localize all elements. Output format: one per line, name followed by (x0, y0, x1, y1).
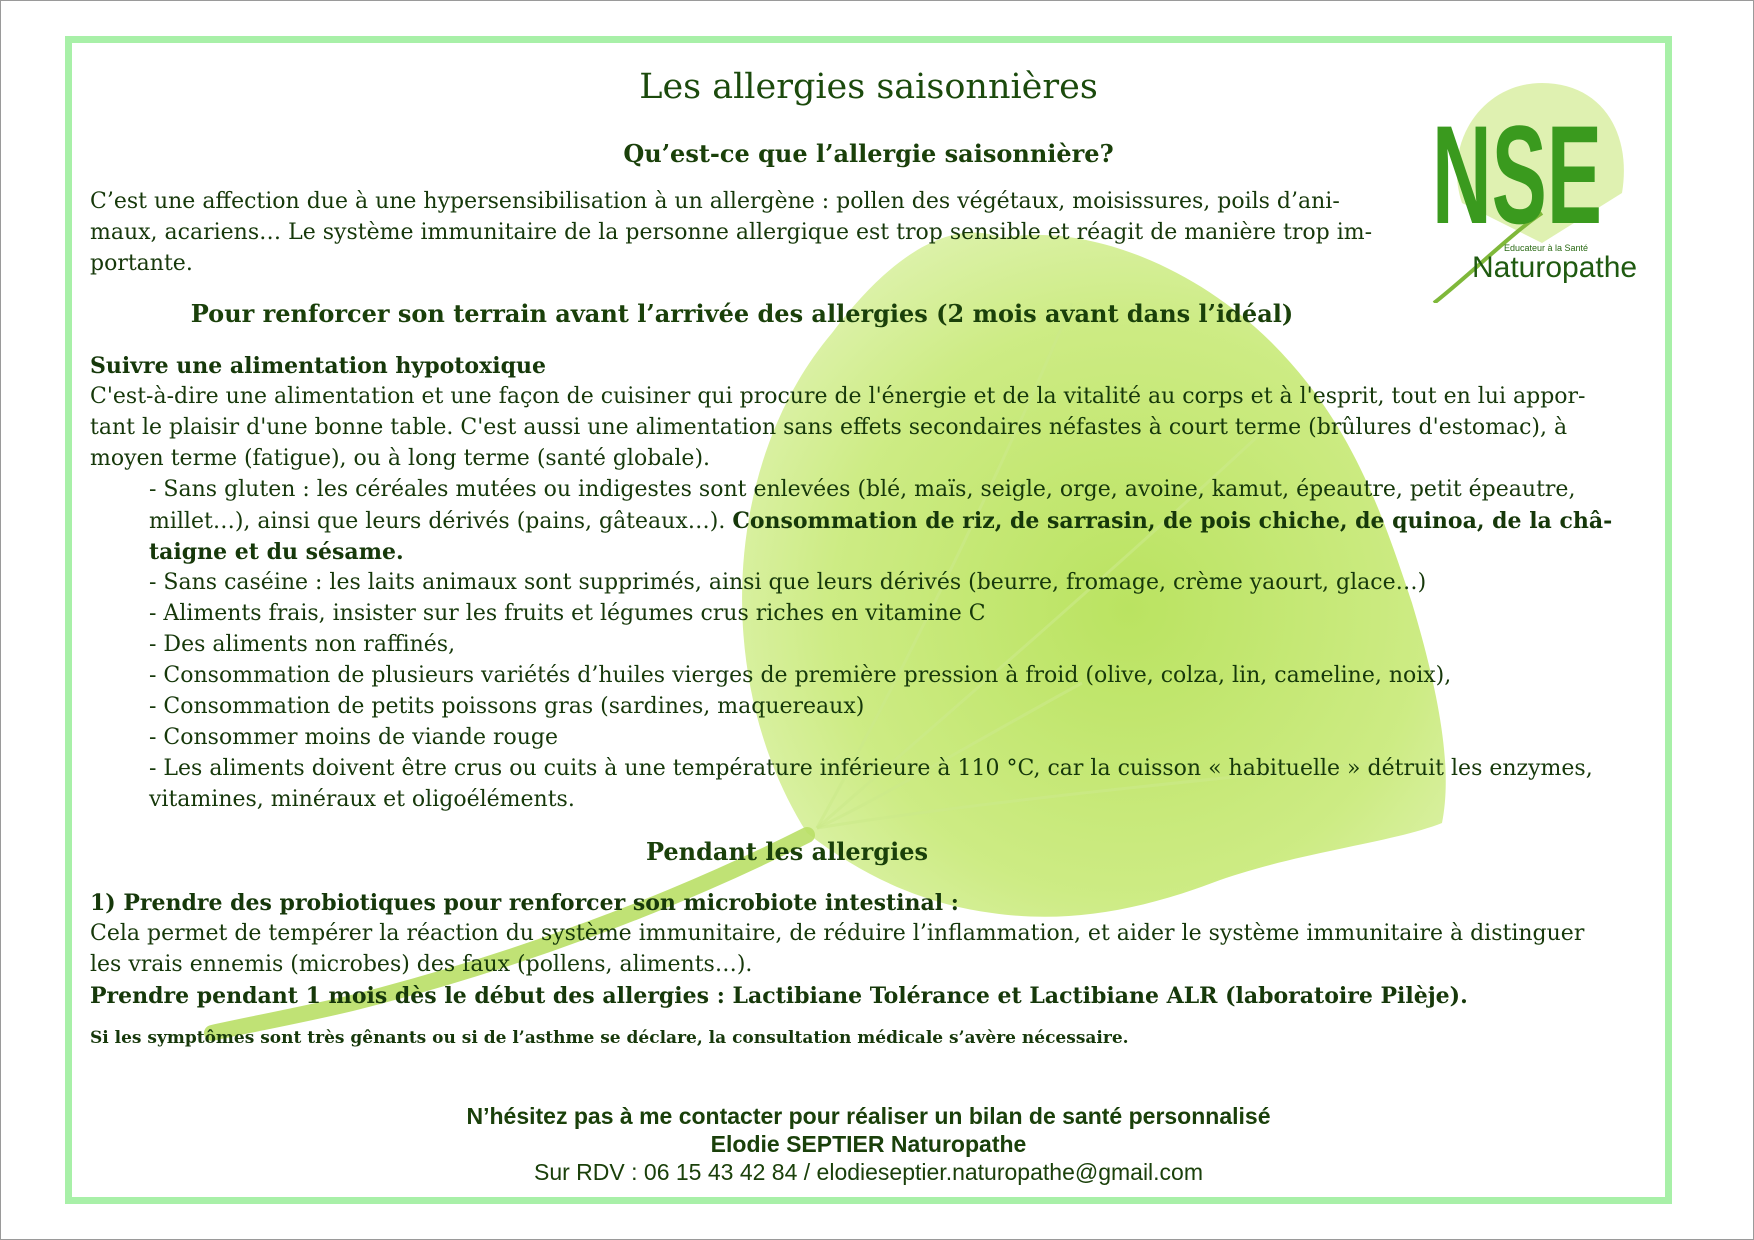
gluten-alternatives: Consommation de riz, de sarrasin, de pois chiche, de quinoa, de la châ- (732, 508, 1613, 534)
list-item-cooking-continued: vitamines, minéraux et oligoéléments. (149, 787, 575, 812)
footer-practitioner-name: Elodie SEPTIER Naturopathe (710, 1131, 1027, 1157)
probiotics-title: 1) Prendre des probiotiques pour renforcer son microbiote intestinal : (90, 890, 959, 916)
list-item: - Sans caséine : les laits animaux sont supprimés, ainsi que leurs dérivés (beurre, fromage, crème yaourt, glace…) (149, 570, 1427, 595)
paragraph-line: Cela permet de tempérer la réaction du système immunitaire, de réduire l’inflammation, et aider le système immunitaire à distinguer (90, 921, 1585, 946)
list-item: - Consommation de plusieurs variétés d’huiles vierges de première pression à froid (olive, colza, lin, cameline, noix), (149, 663, 1452, 688)
section-heading-prevention: Pour renforcer son terrain avant l’arrivée des allergies (2 mois avant dans l’idéal) (190, 299, 1294, 328)
paragraph-line: maux, acariens… Le système immunitaire de la personne allergique est trop sensible et réagit de manière trop im- (90, 220, 1373, 245)
list-item: - Des aliments non raffinés, (149, 632, 456, 657)
paragraph-line: portante. (90, 251, 193, 276)
paragraph-line: C’est une affection due à une hypersensibilisation à un allergène : pollen des végétaux, moisissures, poils d’ani- (90, 189, 1340, 214)
medical-warning: Si les symptômes sont très gênants ou si de l’asthme se déclare, la consultation médicale s’avère nécessaire. (90, 1028, 1129, 1048)
list-item-gluten-continued (149, 508, 1612, 534)
gluten-text: millet…), ainsi que leurs dérivés (pains, gâteaux…). (149, 509, 733, 534)
paragraph-line: tant le plaisir d'une bonne table. C'est aussi une alimentation sans effets secondaires néfastes à court terme (brûlures d'estomac), à (90, 415, 1568, 440)
list-item: - Consommation de petits poissons gras (sardines, maquereaux) (149, 694, 865, 719)
subheading-hypotoxic-diet: Suivre une alimentation hypotoxique (90, 353, 546, 379)
svg-text:Naturopathe: Naturopathe (1472, 251, 1638, 284)
document-content (72, 43, 1672, 1204)
list-item-cooking: - Les aliments doivent être crus ou cuits à une température inférieure à 110 °C, car la cuisson « habituelle » détruit les enzymes, (149, 756, 1593, 781)
paragraph-line: les vrais ennemis (microbes) des faux (pollens, aliments…). (90, 952, 753, 977)
svg-text:NSE: NSE (1432, 96, 1602, 253)
list-item: - Aliments frais, insister sur les fruits et légumes crus riches en vitamine C (149, 601, 986, 626)
list-item: - Consommer moins de viande rouge (149, 725, 559, 750)
footer-call-to-action: N’hésitez pas à me contacter pour réaliser un bilan de santé personnalisé (466, 1103, 1271, 1129)
page-title: Les allergies saisonnières (639, 67, 1098, 107)
paragraph-line: C'est-à-dire une alimentation et une façon de cuisiner qui procure de l'énergie et de la vitalité au corps et à l'esprit, tout en lui appor- (90, 384, 1586, 409)
section-heading-definition: Qu’est-ce que l’allergie saisonnière? (623, 139, 1114, 168)
document-frame (65, 36, 1672, 1204)
gluten-alternatives-end: taigne et du sésame. (149, 539, 404, 565)
probiotics-advice: Prendre pendant 1 mois dès le début des allergies : Lactibiane Tolérance et Lactibiane ALR (laboratoire Pilèje). (90, 983, 1468, 1009)
svg-text:Educateur à la Santé: Educateur à la Santé (1504, 243, 1589, 253)
paragraph-line: moyen terme (fatigue), ou à long terme (santé globale). (90, 446, 711, 471)
footer-contact: Sur RDV : 06 15 43 42 84 / elodieseptier.naturopathe@gmail.com (533, 1159, 1204, 1185)
section-heading-during-allergies: Pendant les allergies (646, 837, 928, 866)
list-item-gluten: - Sans gluten : les céréales mutées ou indigestes sont enlevées (blé, maïs, seigle, orge, avoine, kamut, épeautre, petit épeautre, (149, 477, 1576, 502)
